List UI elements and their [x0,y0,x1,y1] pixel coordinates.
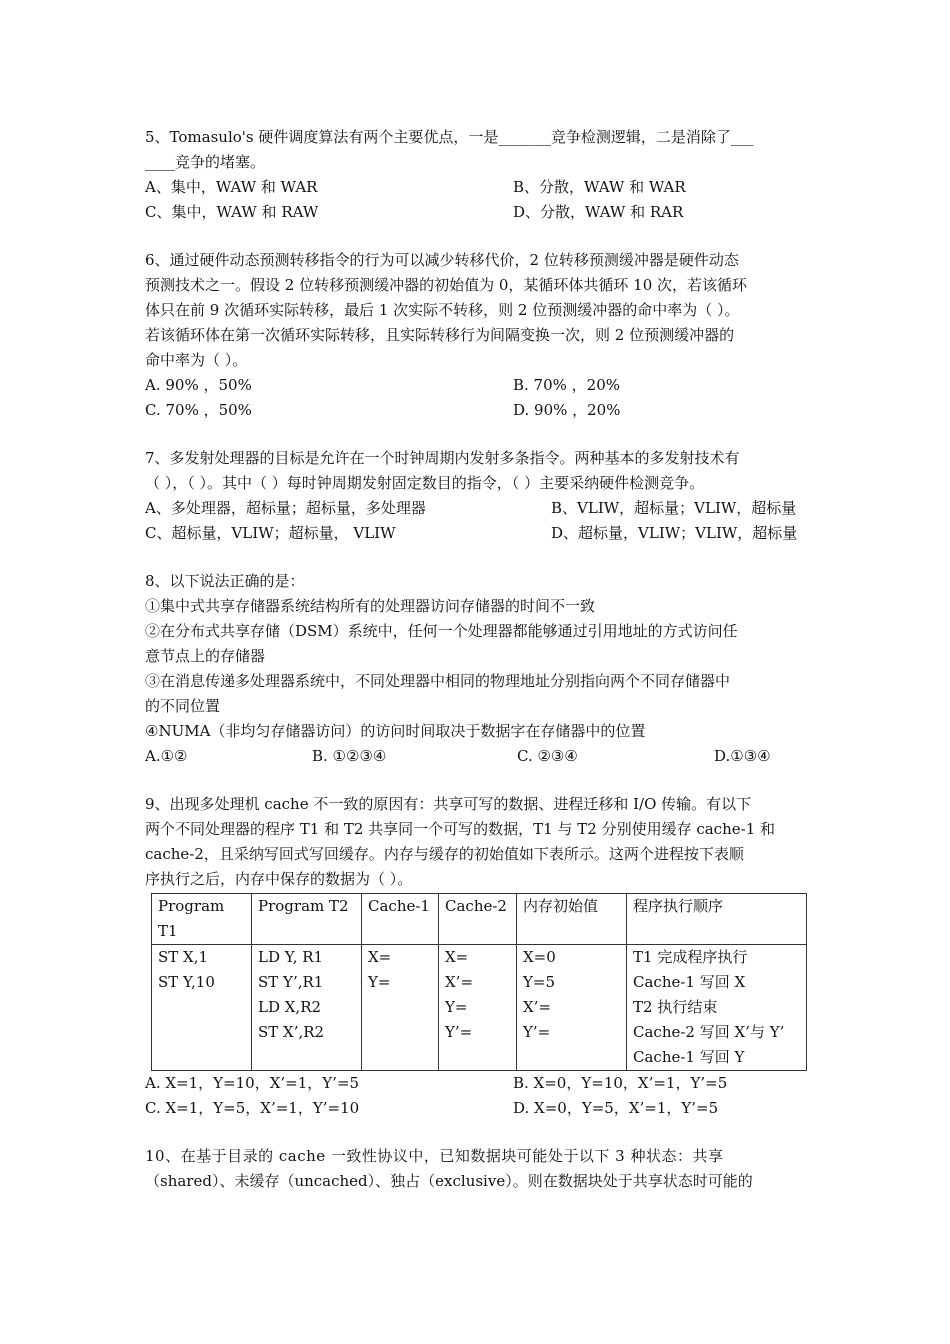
option-d: D. 90% ，20% [513,401,621,419]
cell-line: ST Y,10 [158,973,215,991]
statement-2: ②在分布式共享存储（DSM）系统中，任何一个处理器都能够通过引用地址的方式访问任 [145,622,738,640]
question-text: 预测技术之一。假设 2 位转移预测缓冲器的初始值为 0，某循环体共循环 10 次，若该循环 [145,276,748,294]
cell-line: Cache-1 写回 Y [633,1048,745,1066]
options [145,744,807,769]
cell-line: X= [368,948,392,966]
cell-line: T2 执行结束 [633,998,718,1016]
question-text: ____竞争的堵塞。 [145,153,266,171]
question-7 [145,446,807,546]
statement-3: ③在消息传递多处理器系统中，不同处理器中相同的物理地址分别指向两个不同存储器中 [145,672,731,690]
option-c: C. ②③④ [517,747,578,765]
question-text: 体只在前 9 次循环实际转移，最后 1 次实际不转移，则 2 位预测缓冲器的命中率为（ ）。 [145,301,740,319]
option-b: B. ①②③④ [312,747,387,765]
option-b: B、VLIW，超标量；VLIW，超标量 [551,499,797,517]
header-memory-init: 内存初始值 [517,894,627,945]
cell-program-t2 [252,945,362,1071]
header-program-t2: Program T2 [252,894,362,945]
option-c: C、集中，WAW 和 RAW [145,203,319,221]
option-d: D.①③④ [714,747,771,765]
cell-line: Y= [368,973,391,991]
cell-memory-init [517,945,627,1071]
cell-line: LD Y, R1 [258,948,324,966]
cell-cache-1 [362,945,439,1071]
cell-program-t1 [152,945,252,1071]
cell-line: X’= [523,998,552,1016]
cell-line: Cache-1 写回 X [633,973,746,991]
question-text: 命中率为（ ）。 [145,351,248,369]
cell-line: Y=5 [523,973,556,991]
option-a: A.①② [145,747,188,765]
question-5 [145,125,807,225]
header-program-t1: Program T1 [152,894,252,945]
header-exec-order: 程序执行顺序 [627,894,807,945]
options [145,175,807,225]
header-cache-2: Cache-2 [439,894,517,945]
cell-line: ST X,1 [158,948,209,966]
cell-line: T1 完成程序执行 [633,948,748,966]
cell-line: ST X’,R2 [258,1023,325,1041]
cell-line: Y’= [523,1023,551,1041]
option-a: A、多处理器，超标量；超标量，多处理器 [145,499,426,517]
header-cache-1: Cache-1 [362,894,439,945]
question-text: 10、在基于目录的 cache 一致性协议中，已知数据块可能处于以下 3 种状态：共享 [145,1147,724,1165]
question-9 [145,792,807,1121]
question-text: 若该循环体在第一次循环实际转移，且实际转移行为间隔变换一次，则 2 位预测缓冲器的 [145,326,735,344]
question-8 [145,569,807,769]
statement-3-cont: 的不同位置 [145,697,221,715]
statement-1: ①集中式共享存储器系统结构所有的处理器访问存储器的时间不一致 [145,597,596,615]
option-d: D、分散，WAW 和 RAR [513,203,684,221]
option-b: B、分散，WAW 和 WAR [513,178,686,196]
question-text: 6、通过硬件动态预测转移指令的行为可以减少转移代价，2 位转移预测缓冲器是硬件动态 [145,251,739,269]
option-b: B. 70% ，20% [513,376,621,394]
option-c: C、超标量，VLIW；超标量， VLIW [145,524,396,542]
options [145,373,807,423]
question-text: 序执行之后，内存中保存的数据为（ ）。 [145,870,413,888]
option-d: D. X=0，Y=5，X’=1，Y’=5 [513,1099,719,1117]
statement-2-cont: 意节点上的存储器 [145,647,266,665]
question-10 [145,1144,807,1194]
cell-line: Y’= [445,1023,473,1041]
option-a: A、集中，WAW 和 WAR [145,178,318,196]
cell-line: X’= [445,973,474,991]
table-row [152,945,807,1071]
program-table [151,893,807,1071]
option-a: A. X=1，Y=10，X’=1，Y’=5 [145,1074,360,1092]
question-text: 两个不同处理器的程序 T1 和 T2 共享同一个可写的数据，T1 与 T2 分别使用缓存 cache-1 和 [145,820,776,838]
statement-4: ④NUMA（非均匀存储器访问）的访问时间取决于数据字在存储器中的位置 [145,722,646,740]
cell-line: X=0 [523,948,556,966]
options [145,496,807,546]
option-a: A. 90% ，50% [145,376,252,394]
question-text: 8、以下说法正确的是： [145,572,305,590]
cell-line: Y= [445,998,468,1016]
cell-line: X= [445,948,469,966]
option-b: B. X=0，Y=10，X’=1，Y’=5 [513,1074,728,1092]
question-text: （ ），（ ）。其中（ ）每时钟周期发射固定数目的指令，（ ）主要采纳硬件检测竞争。 [145,474,705,492]
table-header-row [152,894,807,945]
cell-line: Cache-2 写回 X’与 Y’ [633,1023,785,1041]
cell-cache-2 [439,945,517,1071]
question-6 [145,248,807,423]
question-text: 5、Tomasulo's 硬件调度算法有两个主要优点，一是_______竞争检测逻辑，二是消除了___ [145,128,754,146]
document-page [145,125,807,1217]
option-c: C. 70% ，50% [145,401,252,419]
option-c: C. X=1，Y=5，X’=1，Y’=10 [145,1099,360,1117]
options [145,1071,807,1121]
option-d: D、超标量，VLIW；VLIW，超标量 [551,524,798,542]
question-text: （shared）、未缓存（uncached）、独占（exclusive）。则在数据块处于共享状态时可能的 [145,1172,753,1190]
cell-line: ST Y’,R1 [258,973,324,991]
cell-exec-order [627,945,807,1071]
question-text: 9、出现多处理机 cache 不一致的原因有：共享可写的数据、进程迁移和 I/O 传输。有以下 [145,795,752,813]
cell-line: LD X,R2 [258,998,322,1016]
question-text: 7、多发射处理器的目标是允许在一个时钟周期内发射多条指令。两种基本的多发射技术有 [145,449,740,467]
question-text: cache-2，且采纳写回式写回缓存。内存与缓存的初始值如下表所示。这两个进程按下表顺 [145,845,744,863]
